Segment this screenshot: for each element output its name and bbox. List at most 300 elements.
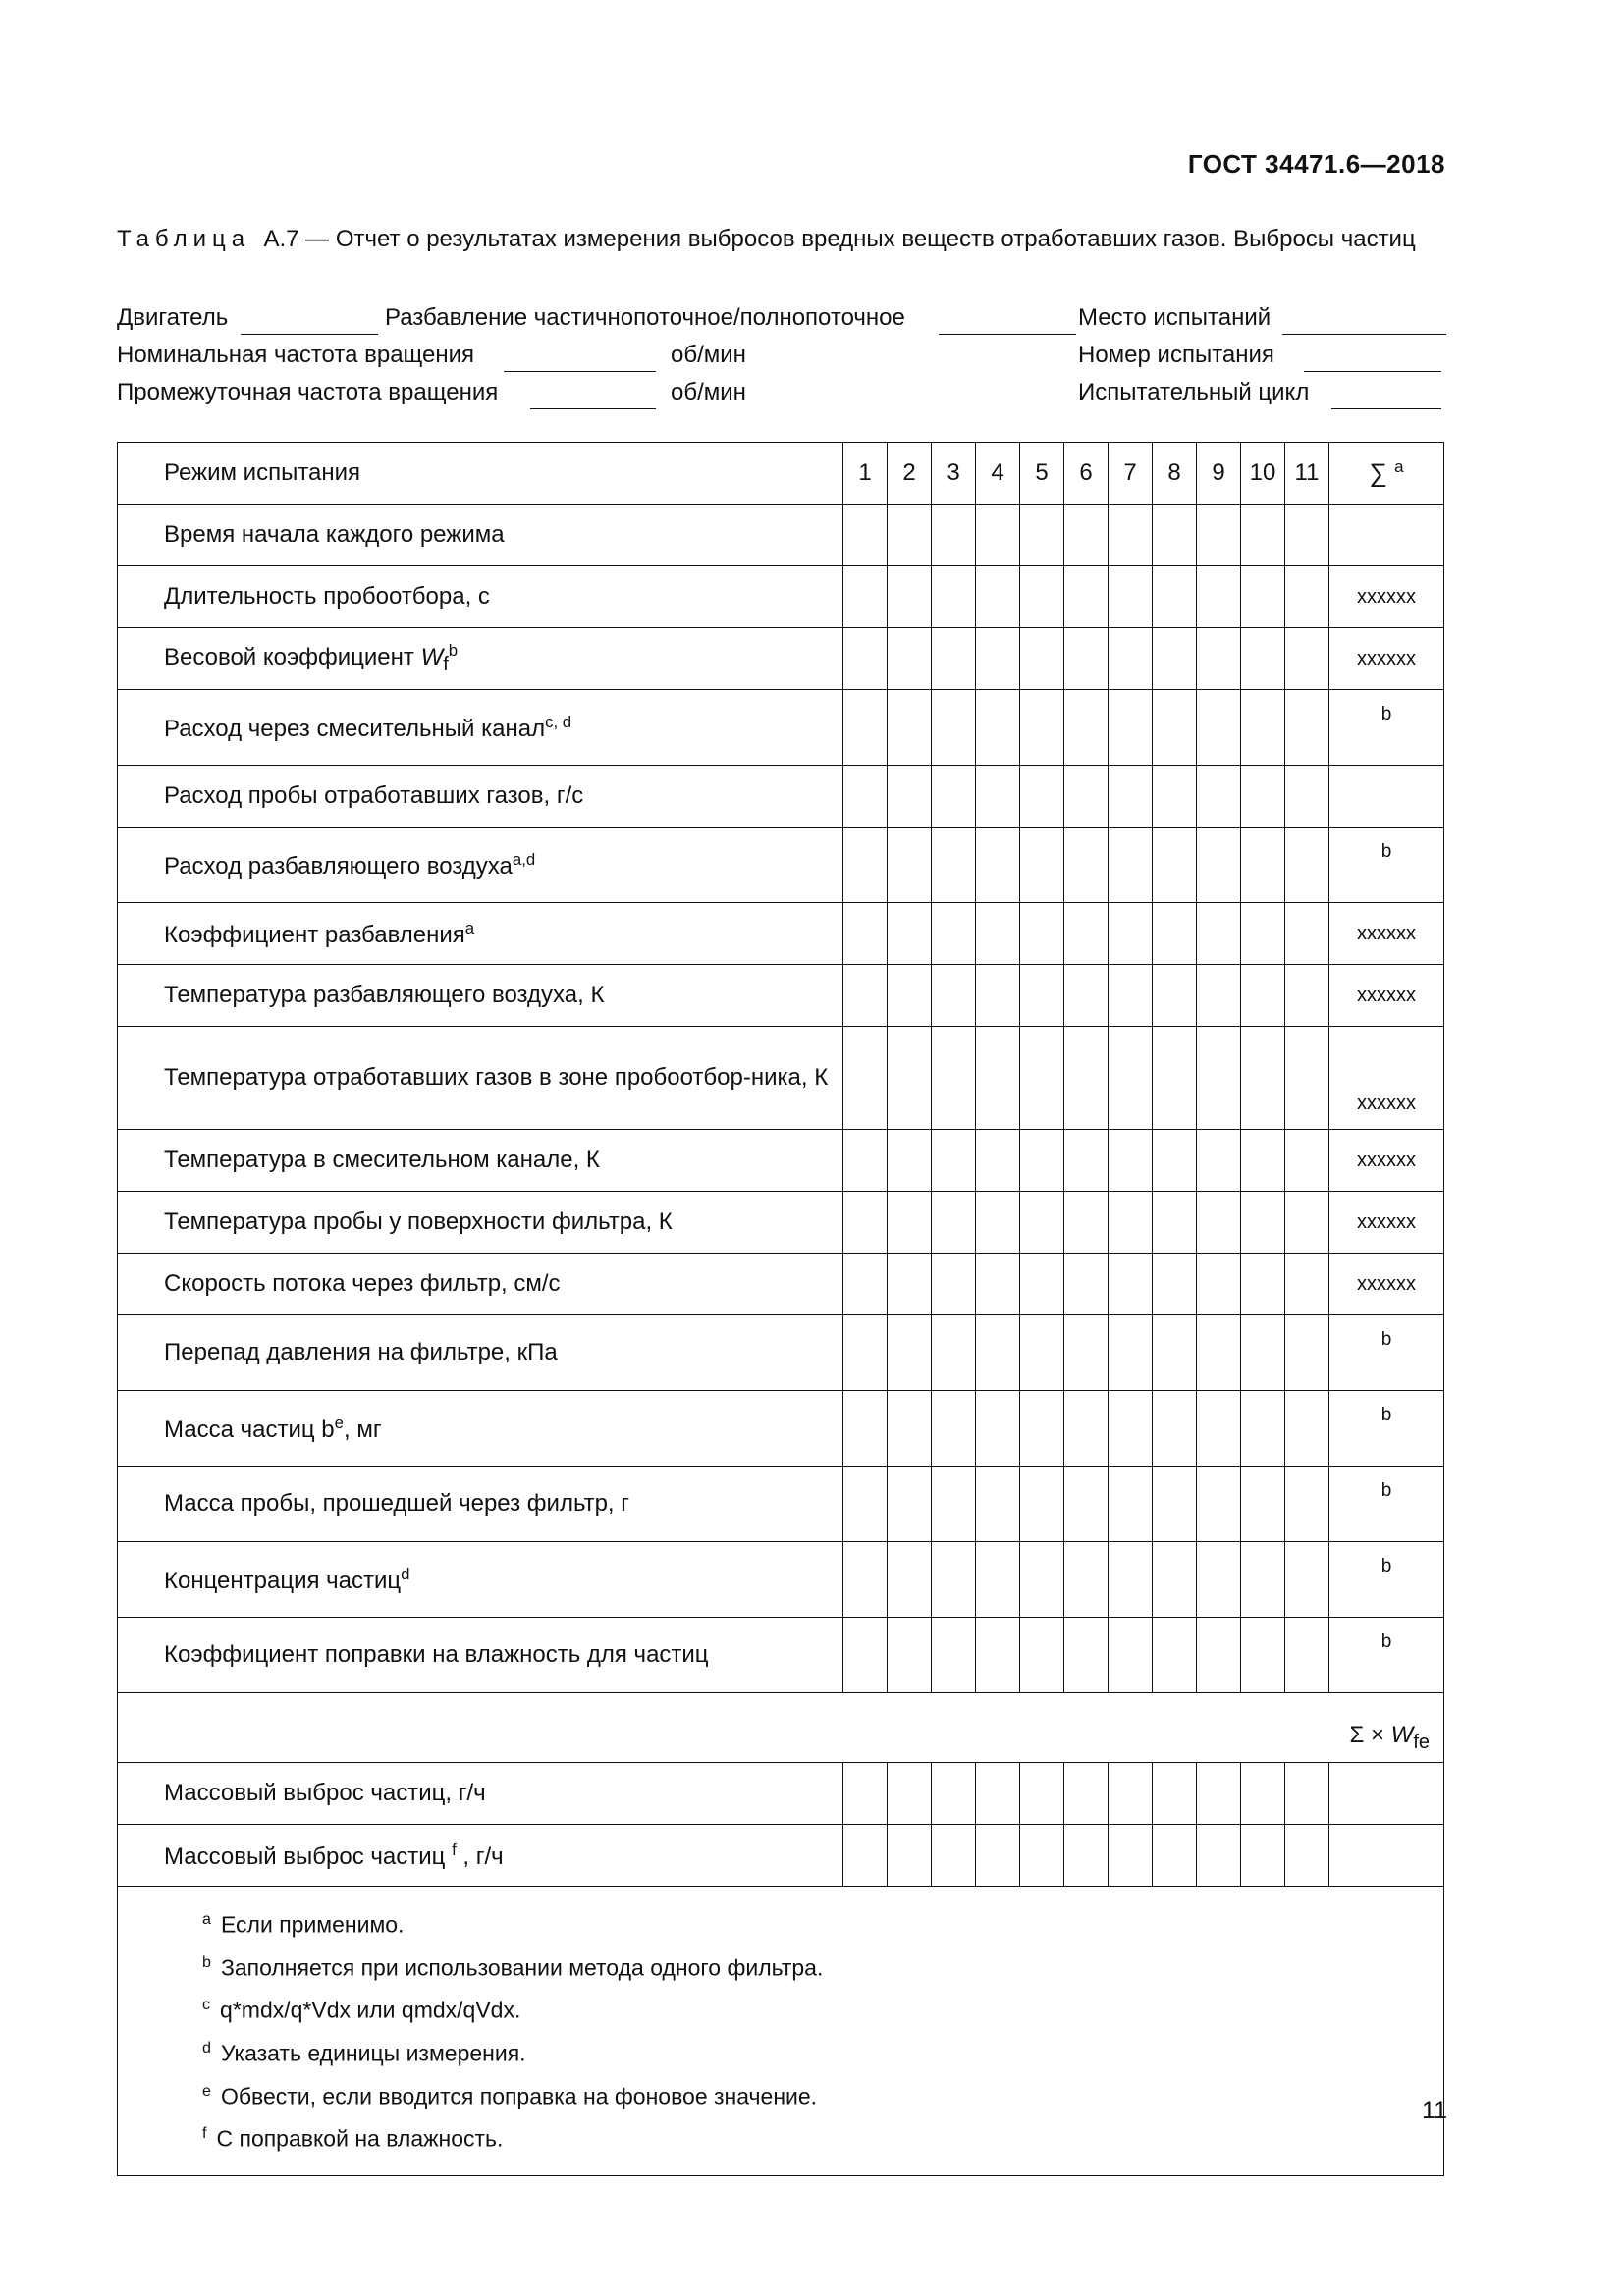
row-label-suffix: , г/ч [456,1842,504,1870]
value-cell[interactable] [1285,628,1329,690]
row-label [118,1467,843,1542]
row-label [118,1618,843,1693]
sum-cell: xxxxxx [1329,566,1444,628]
value-cell[interactable] [1020,766,1064,828]
value-cell[interactable] [843,1618,888,1693]
value-cell[interactable] [976,1467,1020,1542]
value-cell[interactable] [932,1027,976,1130]
mode-column-header: 7 [1109,443,1153,505]
row-label-subscript: f [443,653,449,675]
value-cell[interactable] [1020,566,1064,628]
intermediate-rpm-unit: об/мин [671,379,746,405]
weighted-sum-cell [118,1693,1444,1763]
sum-cell[interactable] [1329,1763,1444,1825]
value-cell[interactable] [888,1254,932,1315]
table-row [118,828,1444,903]
footnote-mark: b [202,1952,211,1971]
row-label-text: Скорость потока через фильтр, см/с [164,1270,561,1297]
sum-cell: xxxxxx [1329,1254,1444,1315]
row-label-text: Весовой коэффициент [164,644,421,671]
value-cell[interactable] [1285,505,1329,566]
value-cell[interactable] [1153,828,1197,903]
value-cell[interactable] [1197,566,1241,628]
sum-cell: b [1329,1542,1444,1618]
row-label-text: Расход разбавляющего воздуха [164,852,513,880]
value-cell[interactable] [976,1130,1020,1192]
value-cell[interactable] [843,1542,888,1618]
row-label-text: Массовый выброс частиц, г/ч [164,1780,486,1806]
value-cell[interactable] [1153,1618,1197,1693]
sum-cell[interactable] [1329,1825,1444,1887]
table-row [118,1542,1444,1618]
value-cell[interactable] [1064,1467,1109,1542]
value-cell[interactable] [1109,1391,1153,1467]
value-cell[interactable] [1109,505,1153,566]
value-cell[interactable] [1020,1618,1064,1693]
value-cell[interactable] [932,628,976,690]
value-cell[interactable] [888,1825,932,1887]
value-cell[interactable] [1020,690,1064,766]
value-cell[interactable] [843,1763,888,1825]
row-label [118,1254,843,1315]
row-label-text: Температура пробы у поверхности фильтра, К [164,1208,673,1235]
place-blank [1282,304,1446,335]
value-cell[interactable] [976,766,1020,828]
value-cell[interactable] [932,1825,976,1887]
value-cell[interactable] [1020,965,1064,1027]
value-cell[interactable] [1064,828,1109,903]
table-row [118,1825,1444,1887]
value-cell[interactable] [976,628,1020,690]
row-label-text: Масса пробы, прошедшей через фильтр, г [164,1490,629,1517]
value-cell[interactable] [1020,1542,1064,1618]
value-cell[interactable] [843,628,888,690]
value-cell[interactable] [1241,505,1285,566]
value-cell[interactable] [1285,1027,1329,1130]
footnote-text: Если применимо. [220,1911,405,1938]
value-cell[interactable] [843,1467,888,1542]
value-cell[interactable] [1285,1315,1329,1391]
value-cell[interactable] [1064,1542,1109,1618]
value-cell[interactable] [1241,828,1285,903]
row-label-symbol: W [420,644,444,671]
row-label [118,690,843,766]
value-cell[interactable] [1285,965,1329,1027]
value-cell[interactable] [1064,1027,1109,1130]
value-cell[interactable] [843,1315,888,1391]
value-cell[interactable] [976,1315,1020,1391]
value-cell[interactable] [888,1391,932,1467]
value-cell[interactable] [1064,903,1109,965]
value-cell[interactable] [1064,1618,1109,1693]
value-cell[interactable] [1020,1315,1064,1391]
value-cell[interactable] [932,903,976,965]
value-cell[interactable] [1064,1763,1109,1825]
value-cell[interactable] [1241,1130,1285,1192]
value-cell[interactable] [1241,1315,1285,1391]
row-label-text: Концентрация частиц [164,1567,402,1594]
value-cell[interactable] [1064,1315,1109,1391]
value-cell[interactable] [1153,1130,1197,1192]
row-label-text: Температура отработавших газов в зоне пробоотбор-ника, К [164,1064,829,1091]
value-cell[interactable] [1020,1130,1064,1192]
value-cell[interactable] [1241,1391,1285,1467]
table-row [118,1130,1444,1192]
value-cell[interactable] [932,1315,976,1391]
value-cell[interactable] [1285,1467,1329,1542]
value-cell[interactable] [1109,1825,1153,1887]
value-cell[interactable] [1241,1254,1285,1315]
value-cell[interactable] [1109,903,1153,965]
sum-column-header [1329,443,1444,505]
value-cell[interactable] [1020,505,1064,566]
table-row [118,1618,1444,1693]
value-cell[interactable] [932,828,976,903]
value-cell[interactable] [1064,566,1109,628]
value-cell[interactable] [1153,1027,1197,1130]
value-cell[interactable] [1064,1254,1109,1315]
value-cell[interactable] [1241,903,1285,965]
mode-column-header: 10 [1241,443,1285,505]
value-cell[interactable] [976,1192,1020,1254]
value-cell[interactable] [888,1763,932,1825]
value-cell[interactable] [1153,628,1197,690]
row-label-footnote-mark: c, d [545,712,572,731]
value-cell[interactable] [1285,1130,1329,1192]
value-cell[interactable] [976,1254,1020,1315]
value-cell[interactable] [888,1467,932,1542]
value-cell[interactable] [888,828,932,903]
value-cell[interactable] [1197,505,1241,566]
nominal-speed-label: Номинальная частота вращения [117,342,475,368]
value-cell[interactable] [1153,505,1197,566]
value-cell[interactable] [1020,1027,1064,1130]
value-cell[interactable] [1109,1254,1153,1315]
value-cell[interactable] [1241,1763,1285,1825]
value-cell[interactable] [1153,766,1197,828]
value-cell[interactable] [843,566,888,628]
row-label-text: Температура в смесительном канале, К [164,1147,600,1173]
value-cell[interactable] [888,1130,932,1192]
value-cell[interactable] [976,1027,1020,1130]
value-cell[interactable] [1285,828,1329,903]
sum-cell: xxxxxx [1329,628,1444,690]
value-cell[interactable] [888,766,932,828]
nominal-speed-blank [504,342,656,372]
value-cell[interactable] [1109,1315,1153,1391]
value-cell[interactable] [1064,505,1109,566]
value-cell[interactable] [932,965,976,1027]
value-cell[interactable] [1020,1467,1064,1542]
mode-label: Режим испытания [118,443,843,505]
row-label-text: Длительность пробоотбора, с [164,583,490,610]
standard-number: ГОСТ 34471.6—2018 [1187,149,1445,179]
value-cell[interactable] [1285,690,1329,766]
value-cell[interactable] [1020,1254,1064,1315]
table-row [118,1254,1444,1315]
table-row [118,965,1444,1027]
value-cell[interactable] [932,1467,976,1542]
value-cell[interactable] [1241,1542,1285,1618]
value-cell[interactable] [976,1391,1020,1467]
row-label [118,965,843,1027]
value-cell[interactable] [843,690,888,766]
value-cell[interactable] [1109,1027,1153,1130]
value-cell[interactable] [1153,903,1197,965]
row-label [118,903,843,965]
value-cell[interactable] [1064,1825,1109,1887]
caption-text: А.7 — Отчет о результатах измерения выбросов вредных веществ отработавших газов. Выбросы частиц [263,226,1416,252]
value-cell[interactable] [932,1618,976,1693]
value-cell[interactable] [976,903,1020,965]
intermediate-speed-blank [530,379,656,409]
value-cell[interactable] [976,1542,1020,1618]
value-cell[interactable] [1197,1618,1241,1693]
value-cell[interactable] [1285,1763,1329,1825]
value-cell[interactable] [1197,628,1241,690]
value-cell[interactable] [1285,1825,1329,1887]
table-caption [117,224,1446,254]
value-cell[interactable] [1064,766,1109,828]
value-cell[interactable] [1285,903,1329,965]
value-cell[interactable] [843,1027,888,1130]
value-cell[interactable] [1020,1192,1064,1254]
value-cell[interactable] [1153,1391,1197,1467]
value-cell[interactable] [1241,1618,1285,1693]
footnote-mark: c [202,1996,211,2014]
value-cell[interactable] [888,566,932,628]
value-cell[interactable] [1241,1825,1285,1887]
value-cell[interactable] [1153,690,1197,766]
sum-cell: b [1329,1467,1444,1542]
value-cell[interactable] [1285,1254,1329,1315]
value-cell[interactable] [843,965,888,1027]
value-cell[interactable] [843,1391,888,1467]
sum-cell: xxxxxx [1329,965,1444,1027]
value-cell[interactable] [888,1027,932,1130]
value-cell[interactable] [932,505,976,566]
table-row [118,505,1444,566]
value-cell[interactable] [888,903,932,965]
value-cell[interactable] [1197,1192,1241,1254]
value-cell[interactable] [1197,965,1241,1027]
table-row [118,1391,1444,1467]
value-cell[interactable] [1020,628,1064,690]
value-cell[interactable] [843,1130,888,1192]
value-cell[interactable] [1020,903,1064,965]
table-row [118,1027,1444,1130]
value-cell[interactable] [1285,566,1329,628]
value-cell[interactable] [1241,566,1285,628]
value-cell[interactable] [1109,566,1153,628]
value-cell[interactable] [1241,628,1285,690]
value-cell[interactable] [1197,1391,1241,1467]
value-cell[interactable] [976,965,1020,1027]
value-cell[interactable] [976,1618,1020,1693]
mode-column-header: 2 [888,443,932,505]
row-label-text: Температура разбавляющего воздуха, К [164,982,605,1008]
value-cell[interactable] [932,1192,976,1254]
value-cell[interactable] [1197,1027,1241,1130]
value-cell[interactable] [888,1315,932,1391]
value-cell[interactable] [843,1825,888,1887]
row-label [118,505,843,566]
value-cell[interactable] [1241,1192,1285,1254]
engine-label: Двигатель [117,304,229,331]
value-cell[interactable] [1064,1391,1109,1467]
value-cell[interactable] [888,1542,932,1618]
value-cell[interactable] [976,828,1020,903]
value-cell[interactable] [932,1391,976,1467]
sum-cell: xxxxxx [1329,1192,1444,1254]
value-cell[interactable] [932,766,976,828]
value-cell[interactable] [932,566,976,628]
value-cell[interactable] [1153,1542,1197,1618]
value-cell[interactable] [1197,1315,1241,1391]
value-cell[interactable] [932,690,976,766]
value-cell[interactable] [1109,965,1153,1027]
value-cell[interactable] [1064,628,1109,690]
value-cell[interactable] [1197,1467,1241,1542]
cycle-label: Испытательный цикл [1078,379,1310,405]
value-cell[interactable] [843,903,888,965]
value-cell[interactable] [1064,965,1109,1027]
value-cell[interactable] [1241,965,1285,1027]
value-cell[interactable] [1109,690,1153,766]
value-cell[interactable] [1153,965,1197,1027]
row-label [118,566,843,628]
value-cell[interactable] [1153,1763,1197,1825]
value-cell[interactable] [1285,766,1329,828]
footnote-mark: a [202,1910,211,1928]
value-cell[interactable] [843,766,888,828]
value-cell[interactable] [1197,828,1241,903]
value-cell[interactable] [1020,828,1064,903]
emissions-table [117,442,1444,2176]
value-cell[interactable] [1285,1542,1329,1618]
value-cell[interactable] [1109,628,1153,690]
value-cell[interactable] [1020,1763,1064,1825]
value-cell[interactable] [1153,1825,1197,1887]
footnote-mark: d [202,2038,211,2056]
footnote-text: С поправкой на влажность. [216,2125,504,2152]
value-cell[interactable] [1109,1130,1153,1192]
row-label [118,1542,843,1618]
value-cell[interactable] [843,1192,888,1254]
footnote-mark: e [202,2081,211,2100]
value-cell[interactable] [1197,1130,1241,1192]
engine-blank [241,304,378,335]
value-cell[interactable] [1285,1192,1329,1254]
row-label-text: Перепад давления на фильтре, кПа [164,1339,558,1365]
value-cell[interactable] [1020,1391,1064,1467]
value-cell[interactable] [1109,1192,1153,1254]
value-cell[interactable] [976,1763,1020,1825]
dilution-blank [939,304,1076,335]
value-cell[interactable] [888,1192,932,1254]
value-cell[interactable] [1064,1130,1109,1192]
value-cell[interactable] [1064,690,1109,766]
value-cell[interactable] [1153,1192,1197,1254]
sum-cell: b [1329,828,1444,903]
footnote [202,1944,1443,1987]
value-cell[interactable] [1197,903,1241,965]
value-cell[interactable] [1109,1618,1153,1693]
value-cell[interactable] [1109,1763,1153,1825]
value-cell[interactable] [1153,1315,1197,1391]
value-cell[interactable] [932,1763,976,1825]
row-label-footnote-mark: b [448,641,459,661]
value-cell[interactable] [1197,1825,1241,1887]
row-label [118,1315,843,1391]
row-label-text: Коэффициент разбавления [164,921,465,948]
sum-cell: xxxxxx [1329,903,1444,965]
value-cell[interactable] [976,505,1020,566]
value-cell[interactable] [1153,1254,1197,1315]
value-cell[interactable] [1197,1763,1241,1825]
value-cell[interactable] [1197,1542,1241,1618]
value-cell[interactable] [1241,690,1285,766]
value-cell[interactable] [1153,1467,1197,1542]
value-cell[interactable] [976,690,1020,766]
value-cell[interactable] [1241,1467,1285,1542]
sum-symbol: ∑ [1369,457,1387,488]
row-label [118,1027,843,1130]
footnotes-row [118,1887,1444,2176]
value-cell[interactable] [888,690,932,766]
value-cell[interactable] [888,965,932,1027]
row-label-text: Масса частиц b [164,1415,335,1443]
value-cell[interactable] [1285,1618,1329,1693]
value-cell[interactable] [932,1130,976,1192]
value-cell[interactable] [1197,690,1241,766]
value-cell[interactable] [976,566,1020,628]
value-cell[interactable] [843,505,888,566]
value-cell[interactable] [1241,766,1285,828]
value-cell[interactable] [1109,766,1153,828]
value-cell[interactable] [1241,1027,1285,1130]
value-cell[interactable] [932,1254,976,1315]
value-cell[interactable] [1064,1192,1109,1254]
value-cell[interactable] [1197,766,1241,828]
sum-cell: xxxxxx [1329,1027,1444,1130]
caption-prefix: Таблица [117,226,251,252]
value-cell[interactable] [1109,828,1153,903]
value-cell[interactable] [843,1254,888,1315]
value-cell[interactable] [932,1542,976,1618]
row-label [118,1825,843,1887]
value-cell[interactable] [1109,1467,1153,1542]
row-label-text: Расход пробы отработавших газов, г/с [164,782,584,809]
value-cell[interactable] [888,505,932,566]
value-cell[interactable] [843,828,888,903]
value-cell[interactable] [888,1618,932,1693]
value-cell[interactable] [1109,1542,1153,1618]
value-cell[interactable] [1285,1391,1329,1467]
value-cell[interactable] [1153,566,1197,628]
value-cell[interactable] [1197,1254,1241,1315]
nominal-rpm-unit: об/мин [671,342,746,368]
sum-cell [1329,505,1444,566]
value-cell[interactable] [888,628,932,690]
value-cell[interactable] [976,1825,1020,1887]
footnotes-cell [118,1887,1444,2176]
row-label-footnote-mark: a,d [512,849,536,869]
table-row [118,566,1444,628]
cycle-blank [1331,379,1441,409]
value-cell[interactable] [1020,1825,1064,1887]
sum-cell: xxxxxx [1329,1130,1444,1192]
